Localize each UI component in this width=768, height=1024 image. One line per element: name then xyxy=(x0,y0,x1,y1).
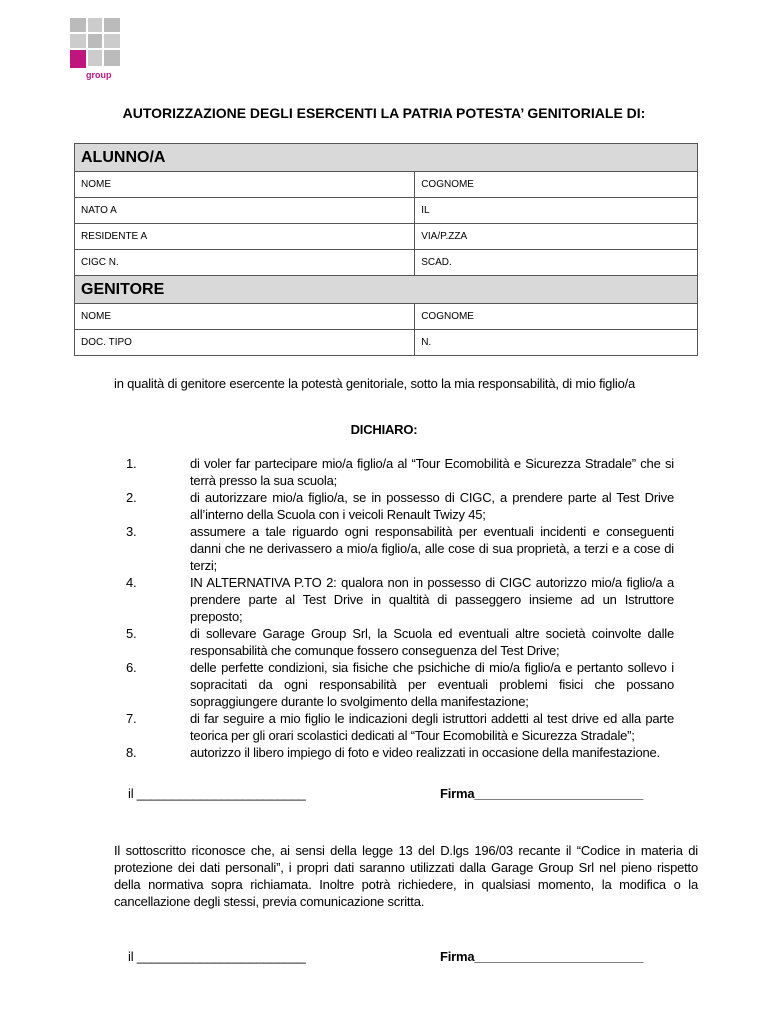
privacy-text: Il sottoscritto riconosce che, ai sensi della legge 13 del D.lgs 196/03 recante il “Codice in materia di protezione dei dati personali”, i propri dati saranno utilizzati dalla Garage Group Srl nel pieno rispetto della normativa sopra richiamata. Inoltre potrà richiedere, in qualsiasi momento, la modifica o la cancellazione degli stessi, previa comunicazione scritta. xyxy=(114,843,698,909)
item-number: 3. xyxy=(126,524,137,539)
field-il[interactable]: IL xyxy=(415,198,698,224)
field-genitore-nome[interactable]: NOME xyxy=(75,304,415,330)
item-text: assumere a tale riguardo ogni responsabilità per eventuali incidenti e conseguenti danni che ne derivassero a mio/a figlio/a, alle cose di sua proprietà, a terzi e a cose di terzi; xyxy=(190,524,674,573)
svg-text:group: group xyxy=(86,70,112,80)
item-number: 7. xyxy=(126,711,137,726)
item-text: autorizzo il libero impiego di foto e video realizzati in occasione della manifestazione. xyxy=(190,745,660,760)
item-number: 8. xyxy=(126,745,137,760)
signature-row-2 xyxy=(114,948,698,965)
item-text: delle perfette condizioni, sia fisiche che psichiche di mio/a figlio/a e pertanto sollevo i sopracitati da ogni responsabilità per eventuali problemi fisici che possano sopraggiungere durante lo svolgimento della manifestazione; xyxy=(190,660,674,709)
list-item xyxy=(126,489,674,523)
field-cigc[interactable]: CIGC N. xyxy=(75,250,415,276)
intro-text: in qualità di genitore esercente la potestà genitoriale, sotto la mia responsabilità, di mio figlio/a xyxy=(114,376,636,391)
item-number: 2. xyxy=(126,490,137,505)
field-residente-a[interactable]: RESIDENTE A xyxy=(75,224,415,250)
item-text: di far seguire a mio figlio le indicazioni degli istruttori addetti al test drive ed alla parte teorica per gli orari scolastici dedicati al “Tour Ecomobilità e Sicurezza Stradale”; xyxy=(190,711,674,743)
item-text: di autorizzare mio/a figlio/a, se in possesso di CIGC, a prendere parte al Test Drive all’interno della Scuola con i veicoli Renault Twizy 45; xyxy=(190,490,674,522)
dichiaro-heading: DICHIARO: xyxy=(350,422,418,437)
list-item xyxy=(126,455,674,489)
signature-row-1 xyxy=(114,785,698,802)
item-text: di sollevare Garage Group Srl, la Scuola ed eventuali altre società coinvolte dalle responsabilità che comunque fossero conseguenza del Test Drive; xyxy=(190,626,674,658)
place-date-line-1[interactable]: il ________________________ xyxy=(128,786,306,801)
field-doc-n[interactable]: N. xyxy=(415,330,698,356)
field-scad[interactable]: SCAD. xyxy=(415,250,698,276)
field-doc-tipo[interactable]: DOC. TIPO xyxy=(75,330,415,356)
field-via[interactable]: VIA/P.ZZA xyxy=(415,224,698,250)
signature-line-2[interactable]: Firma________________________ xyxy=(440,949,644,964)
item-text: IN ALTERNATIVA P.TO 2: qualora non in possesso di CIGC autorizzo mio/a figlio/a a prendere parte al Test Drive in qualtità di passeggero insieme ad un Istruttore preposto; xyxy=(190,575,674,624)
field-cognome[interactable]: COGNOME xyxy=(415,172,698,198)
list-item xyxy=(126,625,674,659)
item-text: di voler far partecipare mio/a figlio/a al “Tour Ecomobilità e Sicurezza Stradale” che si terrà presso la sua scuola; xyxy=(190,456,674,488)
list-item xyxy=(126,523,674,574)
document-title: AUTORIZZAZIONE DEGLI ESERCENTI LA PATRIA POTESTA’ GENITORIALE DI: xyxy=(122,105,646,121)
declaration-list xyxy=(126,455,674,761)
place-date-line-2[interactable]: il ________________________ xyxy=(128,949,306,964)
item-number: 4. xyxy=(126,575,137,590)
section-header-alunno: ALUNNO/A xyxy=(75,144,698,172)
signature-line-1[interactable]: Firma________________________ xyxy=(440,786,644,801)
list-item xyxy=(126,710,674,744)
list-item xyxy=(126,574,674,625)
item-number: 6. xyxy=(126,660,137,675)
section-header-genitore: GENITORE xyxy=(75,276,698,304)
list-item xyxy=(126,659,674,710)
item-number: 5. xyxy=(126,626,137,641)
list-item xyxy=(126,744,674,761)
item-number: 1. xyxy=(126,456,137,471)
field-nome[interactable]: NOME xyxy=(75,172,415,198)
field-nato-a[interactable]: NATO A xyxy=(75,198,415,224)
field-genitore-cognome[interactable]: COGNOME xyxy=(415,304,698,330)
body-flow xyxy=(114,0,698,965)
